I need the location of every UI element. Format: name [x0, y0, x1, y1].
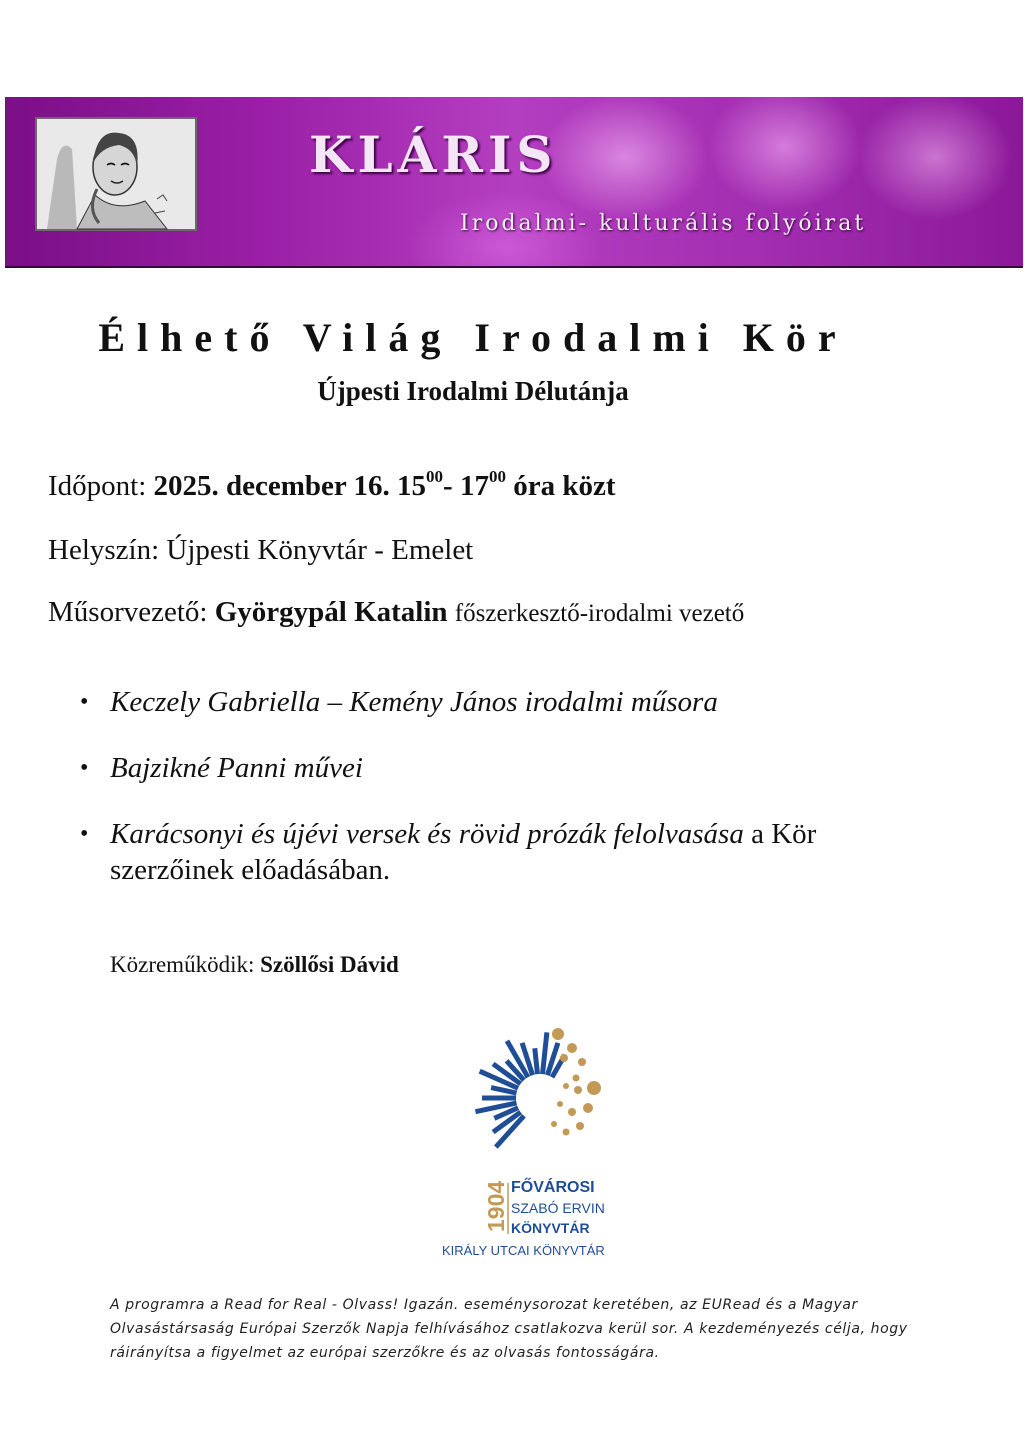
logo-gold-dot [568, 1108, 576, 1116]
logo-gold-dot [560, 1054, 568, 1062]
time-label: Időpont: [48, 470, 147, 502]
magazine-subtitle: Irodalmi- kulturális folyóirat [460, 211, 867, 236]
logo-line4: KIRÁLY UTCAI KÖNYVTÁR [442, 1243, 605, 1258]
logo-gold-dot [587, 1081, 601, 1095]
logo-gold-dot [583, 1103, 593, 1113]
time-value: 2025. december 16. $15^{00}-$ $17^{00}$ óra közt [153, 467, 616, 502]
magazine-title: KLÁRIS [309, 125, 558, 184]
logo-gold-dot [563, 1083, 569, 1089]
logo-blue-bar [543, 1032, 547, 1074]
program-list [80, 684, 910, 918]
event-title: Élhető Világ Irodalmi Kör [98, 315, 848, 360]
host-label: Műsorvezető: [48, 596, 208, 628]
list-item: • Keczely Gabriella – Kemény János irodalmi műsora [80, 686, 718, 718]
logo-gold-dot [576, 1122, 584, 1130]
list-item: • Bajzikné Panni művei [80, 752, 363, 784]
logo-line3: KÖNYVTÁR [511, 1220, 590, 1236]
host-line [48, 596, 744, 629]
logo-gold-dot [574, 1086, 582, 1094]
logo-blue-bar [535, 1048, 538, 1074]
place-line [48, 534, 473, 567]
logo-gold-dot [563, 1129, 570, 1136]
logo-gold-dot [578, 1058, 586, 1066]
time-line [48, 467, 616, 503]
logo-gold-dot [567, 1043, 577, 1053]
logo-gold-dot [551, 1121, 557, 1127]
contributor-name: Szöllősi Dávid [260, 952, 399, 977]
woman-portrait-icon [35, 117, 197, 231]
logo-gold-dot [557, 1101, 563, 1107]
logo-line1: FŐVÁROSI [511, 1179, 595, 1196]
klaris-banner [5, 97, 1023, 268]
logo-line2: SZABÓ ERVIN [511, 1200, 605, 1216]
footer-note: A programra a Read for Real - Olvass! Igazán. eseménysorozat keretében, az EURead és a Magyar Olvasástársaság Európai Szerzők Napja felhívásához csatlakozva kerül sor. A kezdeményezés célja, hogy ráirányítsa a figyelmet az európai szerzőkre és az olvasás fontosságára. [110, 1297, 908, 1361]
library-logo [442, 1020, 620, 1265]
contributor-line [110, 952, 399, 978]
logo-year: 1904 [483, 1180, 509, 1232]
host-name: Györgypál Katalin [214, 596, 448, 628]
list-item: • Karácsonyi és újévi versek és rövid prózák felolvasása a Kör szerzőinek előadásában. [80, 818, 817, 886]
event-subtitle: Újpesti Irodalmi Délutánja [317, 376, 629, 406]
library-logo-rays [475, 1028, 601, 1147]
host-role: főszerkesztő-irodalmi vezető [454, 600, 745, 627]
logo-gold-dot [552, 1028, 564, 1040]
logo-gold-dot [573, 1075, 580, 1082]
place-label: Helyszín: [48, 534, 160, 566]
contributor-label: Közreműködik: [110, 952, 255, 977]
place-value: Újpesti Könyvtár - Emelet [166, 534, 474, 566]
